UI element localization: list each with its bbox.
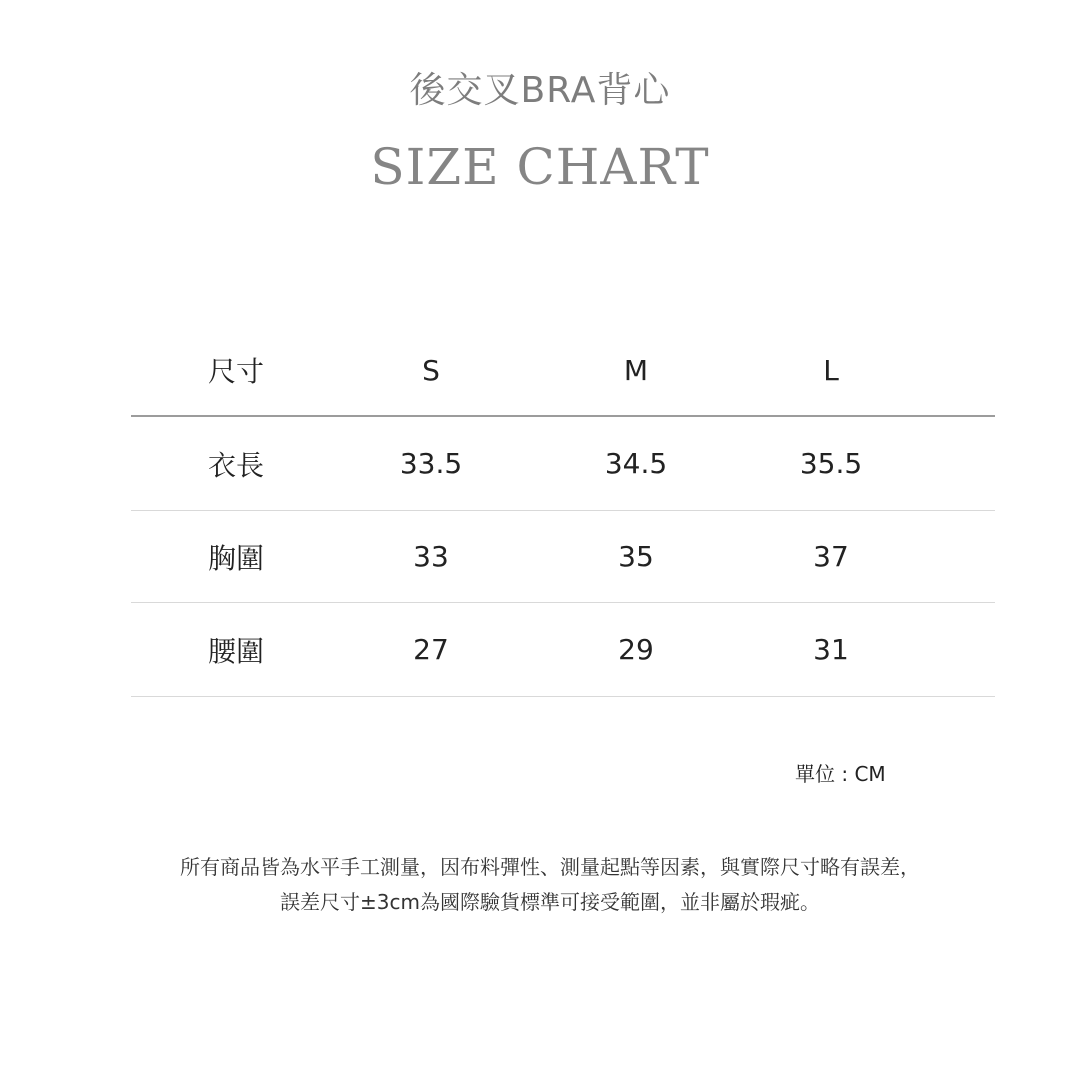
table-row [131,603,995,697]
table-cell: 27 [413,633,449,666]
column-header-l: L [823,353,839,387]
column-header-s: S [422,353,440,387]
size-table [131,325,995,697]
row-label: 腰圍 [207,634,264,668]
measurement-note: 所有商品皆為水平手工測量，因布料彈性、測量起點等因素，與實際尺寸略有誤差，誤差尺寸±3cm為國際驗貨標準可接受範圍，並非屬於瑕疵。 [180,855,920,914]
unit-label: 單位 : CM [795,762,886,786]
row-label: 胸圍 [207,541,264,575]
table-cell: 31 [813,633,849,666]
table-cell: 34.5 [604,447,668,480]
column-header-size: 尺寸 [207,355,264,388]
table-cell: 33 [413,540,449,573]
column-header-m: M [623,353,649,387]
table-header-row [131,325,995,417]
table-row [131,511,995,603]
table-cell: 37 [813,540,849,573]
table-cell: 35 [618,540,654,573]
row-label: 衣長 [207,448,264,482]
product-name: 後交叉BRA背心 [409,70,671,111]
table-row [131,417,995,511]
page-title: SIZE CHART [370,138,710,196]
table-cell: 29 [618,633,654,666]
table-cell: 33.5 [399,447,463,480]
table-cell: 35.5 [799,447,863,480]
